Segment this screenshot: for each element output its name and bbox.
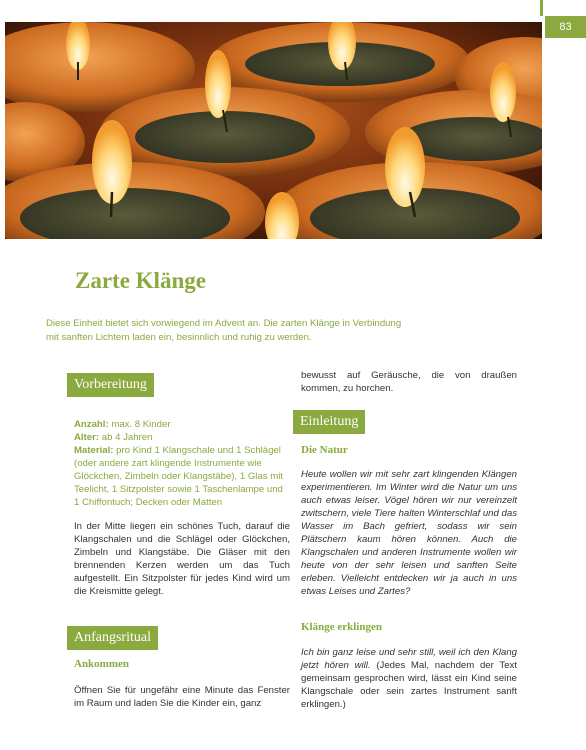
section-heading-einleitung: Einleitung	[293, 410, 365, 434]
candles-photo	[5, 22, 542, 239]
intro-text: Diese Einheit bietet sich vorwiegend im Advent an. Die zarten Klänge in Verbindung mit sanften Lichtern laden ein, besinnlich und ruhig zu werden.	[46, 318, 402, 343]
page-number: 83	[545, 16, 586, 38]
continuation-text: bewusst auf Geräusche, die von draußen kommen, zu horchen.	[301, 370, 517, 394]
anfangsritual-text: Öffnen Sie für ungefähr eine Minute das Fenster im Raum und laden Sie die Kinder ein, ganz	[74, 685, 290, 709]
section-heading-anfangsritual: Anfangsritual	[67, 626, 158, 650]
section-heading-vorbereitung: Vorbereitung	[67, 373, 154, 397]
material-value: pro Kind 1 Klangschale und 1 Schlägel (oder andere zart klingende Instrumente wie Glöckchen, Zimbeln oder Klangstäbe), 1 Glas mit Teelicht, 1 Sitzpolster sowie 1 Taschenlampe und 1 Chiffontuch; Decken oder Matten	[74, 445, 284, 508]
material-label: Material:	[74, 445, 114, 456]
alter-label: Alter:	[74, 432, 100, 443]
materials-list	[74, 418, 290, 509]
klaenge-paragraph	[301, 646, 517, 711]
anzahl-value: max. 8 Kinder	[108, 419, 171, 430]
page-edge-rule	[540, 0, 543, 16]
klaenge-instruction: (Jedes Mal, nachdem der Text gemeinsam gesprochen wird, lässt ein Kind seine Klangschale oder sein zartes Instrument sanft erklingen.)	[301, 660, 517, 710]
subheading-die-natur: Die Natur	[301, 444, 348, 456]
natur-text: Heute wollen wir mit sehr zart klingenden Klängen experimentieren. Im Winter wird die Natur um uns auch etwas leiser. Vögel hören wir nur vereinzelt zwitschern, viele Tiere halten Winterschlaf und das Wasser im Bach gefriert, sodass wir sein Plätschern kaum hören können. Auch die Klangschalen und anderen Instrumente wollen wir heute von der sehr leisen und sanften Seite erleben. Vielleicht entdecken wir ja auch in uns etwas Leises und Zartes?	[301, 469, 517, 597]
anzahl-label: Anzahl:	[74, 419, 109, 430]
klaenge-verse: Ich bin ganz leise und sehr still, weil ich den Klang jetzt hören will.	[301, 647, 517, 671]
alter-value: ab 4 Jahren	[99, 432, 153, 443]
vorbereitung-text: In der Mitte liegen ein schönes Tuch, darauf die Klangschalen und die Schlägel oder Glöckchen, Zimbeln und Klangstäbe. Die Gläser mit den brennenden Kerzen werden um das Tuch aufgestellt. Ein Sitzpolster für jedes Kind wird um die Kreismitte gelegt.	[74, 521, 290, 597]
subheading-klaenge-erklingen: Klänge erklingen	[301, 621, 382, 633]
subheading-ankommen: Ankommen	[74, 658, 130, 670]
page-title: Zarte Klänge	[75, 268, 206, 293]
